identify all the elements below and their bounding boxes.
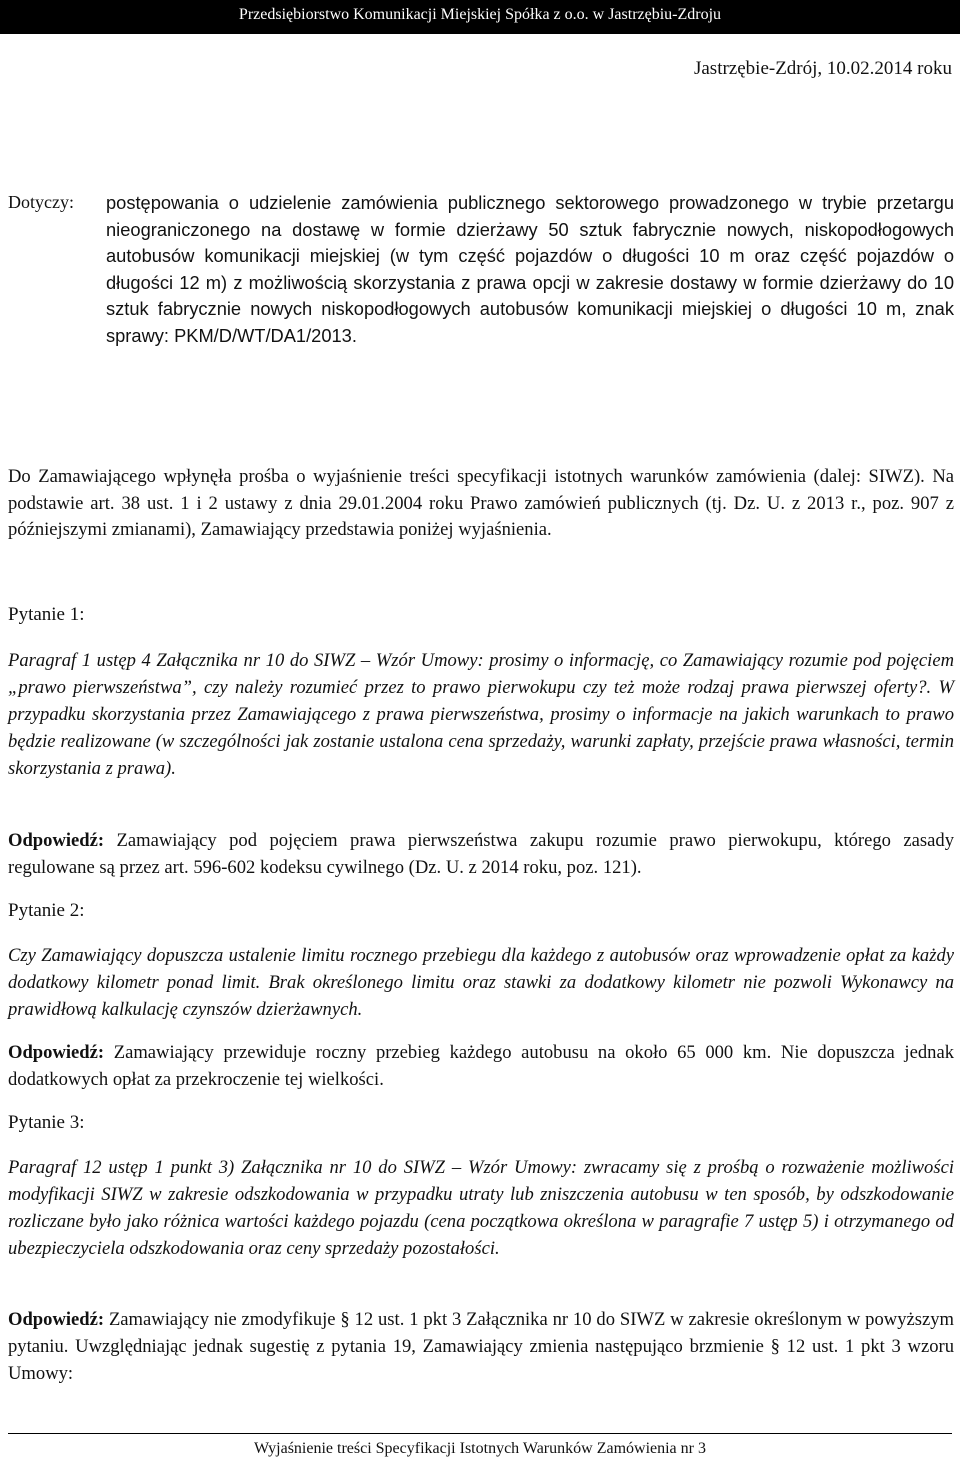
question-1-label: Pytanie 1: [8,604,85,625]
footer-divider [8,1433,952,1434]
question-2-text: Czy Zamawiający dopuszcza ustalenie limitu rocznego przebiegu dla każdego z autobusów oraz wprowadzenie opłat za każdy dodatkowy kilometr ponad limit. Brak określonego limitu oraz stawki za dodatkowy kilometr nie pozwoli Wykonawcy na prawidłową kalkulację czynszów dzierżawnych. [8,945,954,1020]
intro-paragraph: Do Zamawiającego wpłynęła prośba o wyjaśnienie treści specyfikacji istotnych warunków zamówienia (dalej: SIWZ). Na podstawie art. 38 ust. 1 i 2 ustawy z dnia 29.01.2004 roku Prawo zamówień publicznych (tj. Dz. U. z 2013 r., poz. 907 z późniejszymi zmianami), Zamawiający przedstawia poniżej wyjaśnienia. [8,466,954,540]
answer-3 [8,1306,954,1387]
company-name: Przedsiębiorstwo Komunikacji Miejskiej Spółka z o.o. w Jastrzębiu-Zdroju [238,6,722,23]
subject-label: Dotyczy: [8,192,74,212]
answer-1 [8,827,954,881]
question-3-text: Paragraf 12 ustęp 1 punkt 3) Załącznika nr 10 do SIWZ – Wzór Umowy: zwracamy się z prośbą o rozważenie możliwości modyfikacji SIWZ w zakresie odszkodowania w przypadku utraty lub zniszczenia autobusu w ten sposób, by odszkodowanie rozliczane było jako różnica wartości każdego pojazdu (cena początkowa określona w paragrafie 7 ustęp 5) i otrzymanego od ubezpieczyciela odszkodowania oraz ceny sprzedaży pozostałości. [8,1157,954,1259]
answer-3-label: Odpowiedź: [8,1309,105,1330]
answer-3-text: Zamawiający nie zmodyfikuje § 12 ust. 1 pkt 3 Załącznika nr 10 do SIWZ w zakresie określonym w powyższym pytaniu. Uwzględniając jednak sugestię z pytania 19, Zamawiający zmienia następująco brzmienie § 12 ust. 1 pkt 3 wzoru Umowy: [8,1309,954,1384]
question-1-text: Paragraf 1 ustęp 4 Załącznika nr 10 do SIWZ – Wzór Umowy: prosimy o informację, co Zamawiający rozumie pod pojęciem „prawo pierwszeństwa”, czy należy rozumieć przez to prawo pierwokupu czy też może rodzaj prawa pierwszej oferty?. W przypadku skorzystania przez Zamawiającego z prawa pierwszeństwa, prosimy o informacje na jakich warunkach to prawo będzie realizowane (w szczególności jak zostanie ustalona cena sprzedaży, warunki zapłaty, przejście prawa własności, termin skorzystania z prawa). [8,650,954,779]
answer-1-label: Odpowiedź: [8,830,105,851]
answer-2 [8,1039,954,1093]
subject-text: postępowania o udzielenie zamówienia publicznego sektorowego prowadzonego w trybie przetargu nieograniczonego na dostawę w formie dzierżawy 50 sztuk fabrycznie nowych, niskopodłogowych autobusów komunikacji miejskiej (w tym część pojazdów o długości 10 m oraz część pojazdów o długości 12 m) z możliwością skorzystania z prawa opcji w zakresie dostawy w formie dzierżawy do 10 sztuk fabrycznie nowych niskopodłogowych autobusów komunikacji miejskiej o długości 10 m, znak sprawy: PKM/D/WT/DA1/2013. [106,192,954,346]
question-2-label: Pytanie 2: [8,900,85,921]
answer-2-label: Odpowiedź: [8,1042,105,1063]
footer-text: Wyjaśnienie treści Specyfikacji Istotnych Warunków Zamówienia nr 3 [254,1440,706,1457]
question-3-label: Pytanie 3: [8,1112,85,1133]
company-header-bar [0,0,960,34]
answer-1-text: Zamawiający pod pojęciem prawa pierwszeństwa zakupu rozumie prawo pierwokupu, którego zasady regulowane są przez art. 596-602 kodeksu cywilnego (Dz. U. z 2014 roku, poz. 121). [8,830,954,878]
document-date: Jastrzębie-Zdrój, 10.02.2014 roku [693,58,952,79]
answer-2-text: Zamawiający przewiduje roczny przebieg każdego autobusu na około 65 000 km. Nie dopuszcza jednak dodatkowych opłat za przekroczenie tej wielkości. [8,1042,954,1090]
